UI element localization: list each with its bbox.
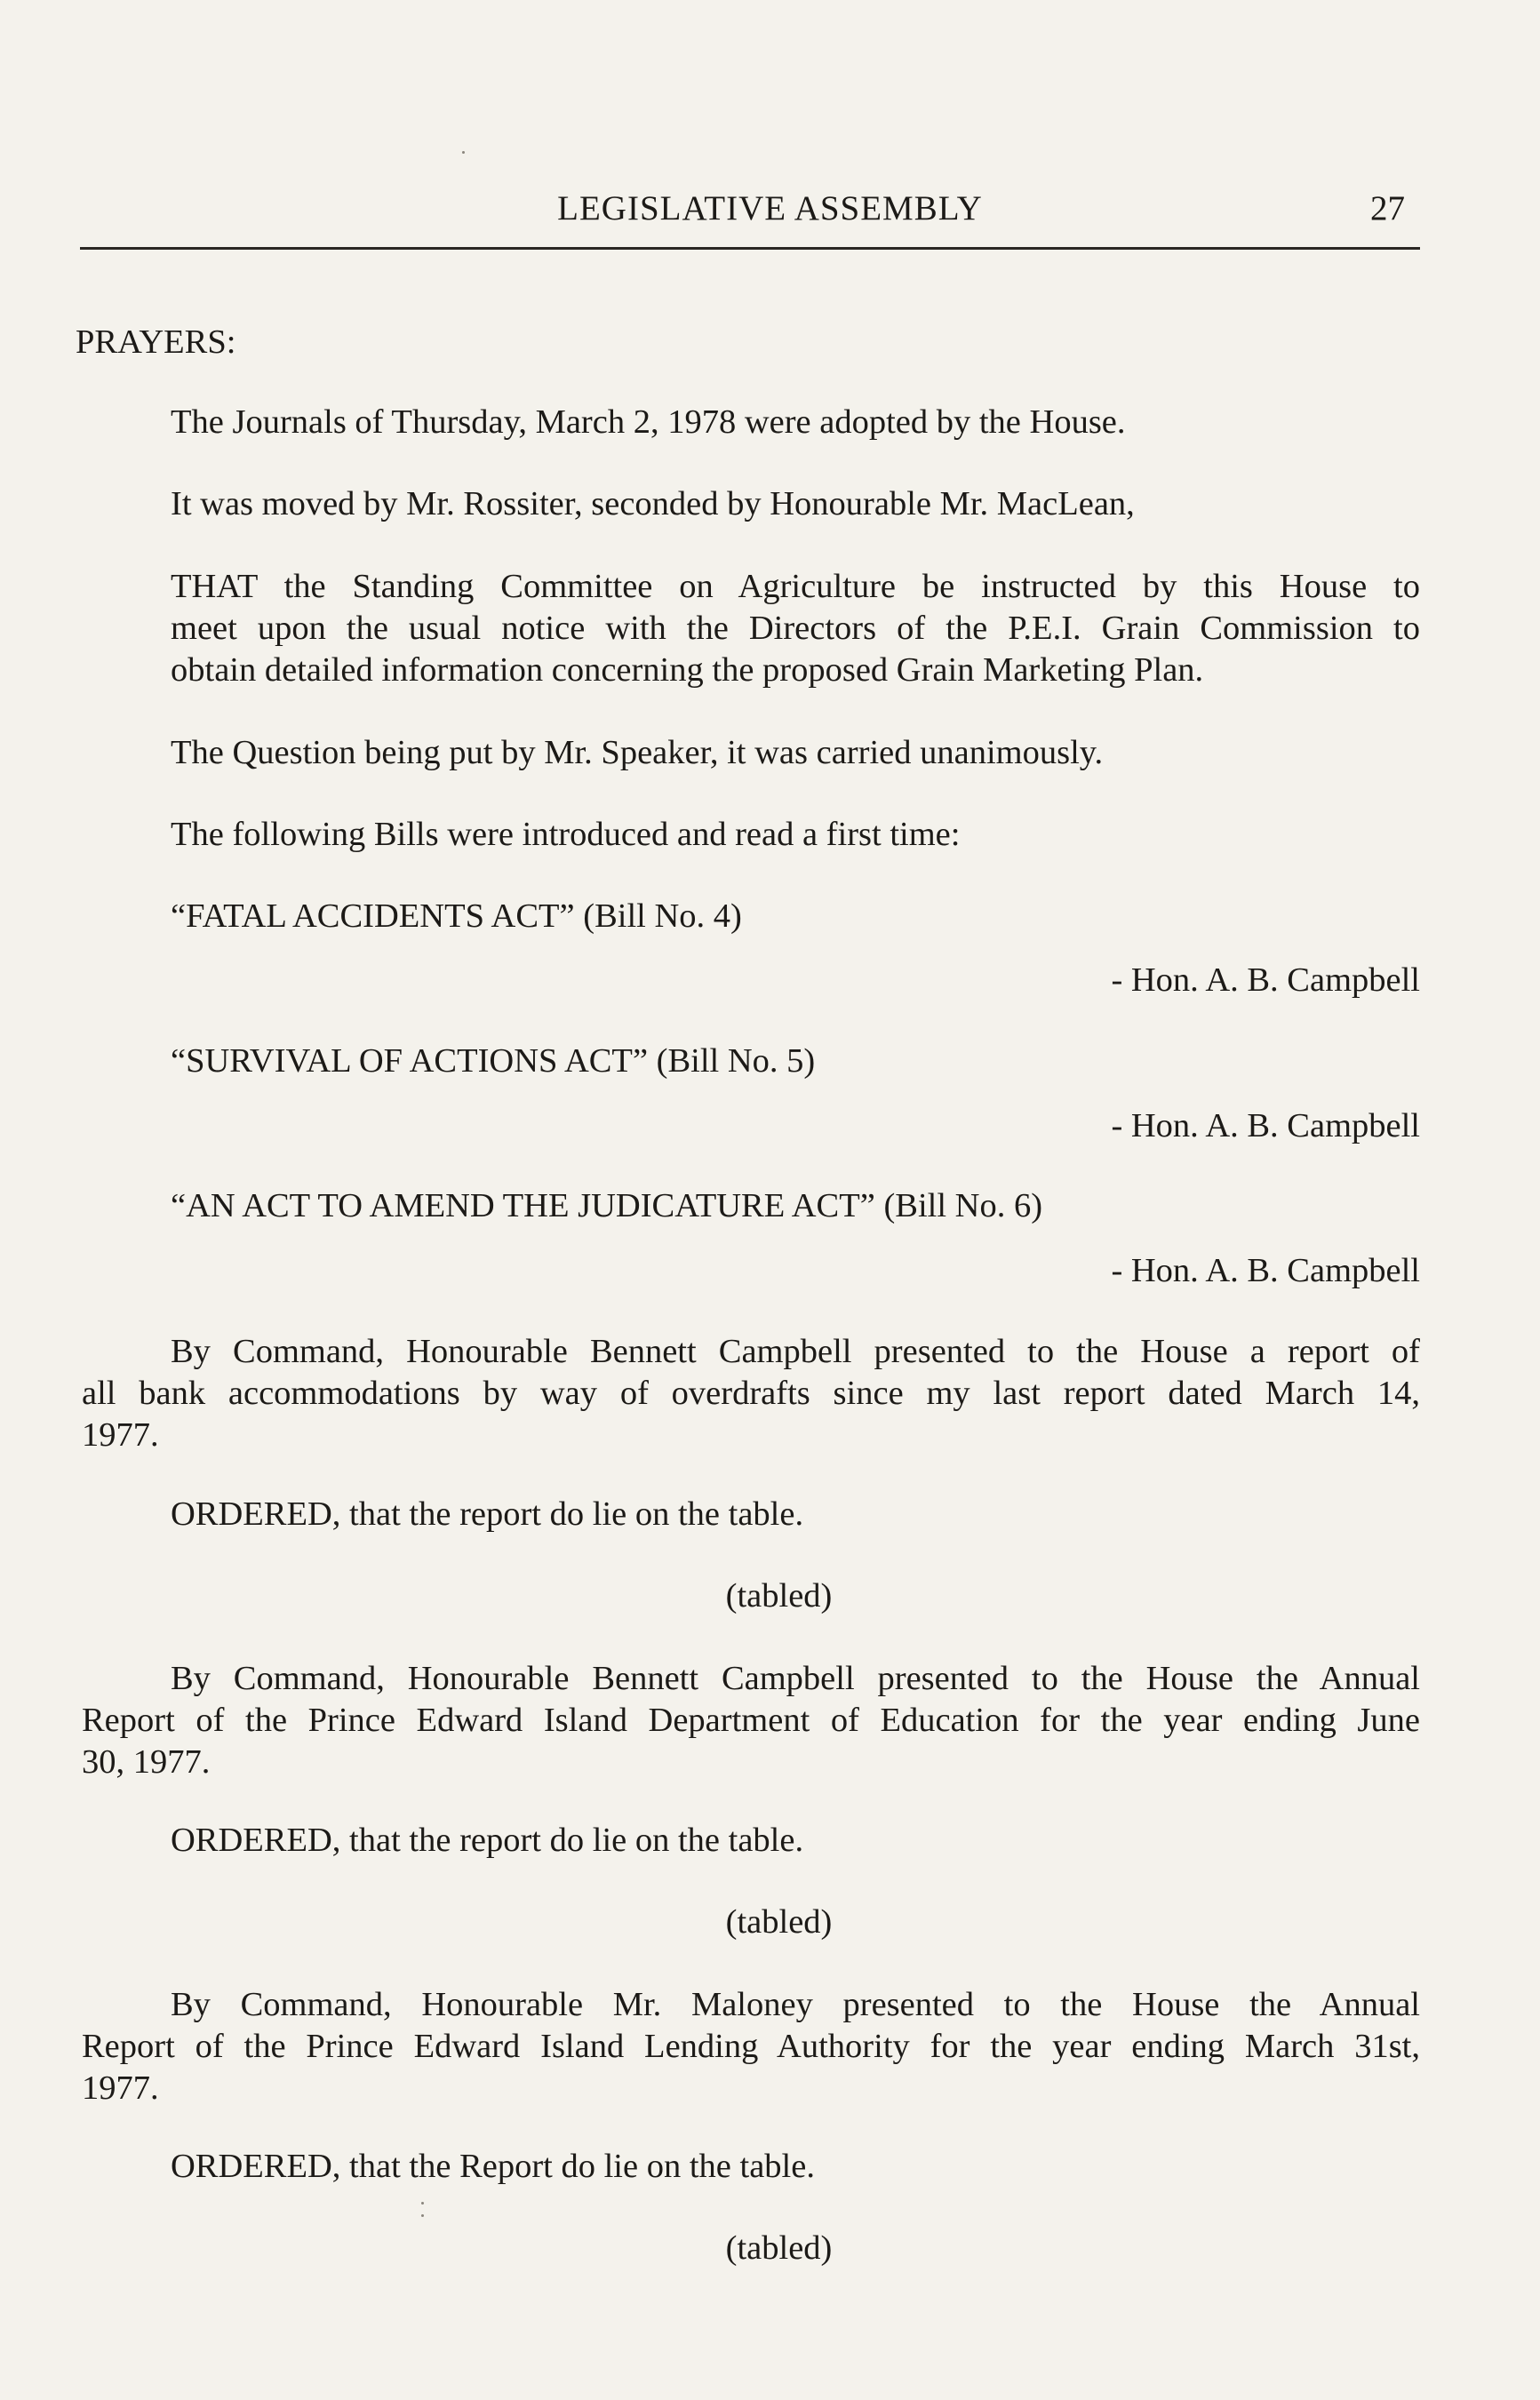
bill-title: “AN ACT TO AMEND THE JUDICATURE ACT” (Bill No. 6) bbox=[171, 1187, 1043, 1224]
report-line: By Command, Honourable Bennett Campbell presented to the House the Annual bbox=[171, 1660, 1420, 1697]
report-paragraph bbox=[82, 1984, 1420, 2109]
report-paragraph bbox=[82, 1331, 1420, 1456]
header-rule bbox=[80, 247, 1420, 250]
bills-intro: The following Bills were introduced and read a first time: bbox=[171, 816, 961, 853]
report-line: Report of the Prince Edward Island Lending Authority for the year ending March 31st, bbox=[82, 2028, 1420, 2065]
scan-speck bbox=[462, 151, 465, 154]
motion-line: obtain detailed information concerning the proposed Grain Marketing Plan. bbox=[171, 651, 1204, 689]
running-header-title: LEGISLATIVE ASSEMBLY bbox=[557, 189, 983, 227]
motion-moved: It was moved by Mr. Rossiter, seconded by Honourable Mr. MacLean, bbox=[171, 485, 1135, 522]
scan-speck bbox=[421, 2202, 424, 2205]
journals-adopted: The Journals of Thursday, March 2, 1978 were adopted by the House. bbox=[171, 403, 1126, 441]
report-line: 1977. bbox=[82, 2069, 159, 2107]
report-paragraph bbox=[82, 1658, 1420, 1783]
report-line: 30, 1977. bbox=[82, 1743, 211, 1781]
tabled-note: (tabled) bbox=[725, 1903, 833, 1941]
bill-sponsor: - Hon. A. B. Campbell bbox=[1111, 961, 1420, 999]
report-line: 1977. bbox=[82, 1416, 159, 1454]
prayers-heading: PRAYERS: bbox=[76, 323, 236, 361]
scan-speck bbox=[421, 2214, 424, 2217]
motion-line: meet upon the usual notice with the Directors of the P.E.I. Grain Commission to bbox=[171, 610, 1420, 647]
tabled-note: (tabled) bbox=[725, 2229, 833, 2267]
tabled-note: (tabled) bbox=[725, 1577, 833, 1615]
bill-title: “FATAL ACCIDENTS ACT” (Bill No. 4) bbox=[171, 897, 742, 935]
motion-text bbox=[171, 566, 1420, 691]
bill-title: “SURVIVAL OF ACTIONS ACT” (Bill No. 5) bbox=[171, 1042, 816, 1080]
bill-sponsor: - Hon. A. B. Campbell bbox=[1111, 1252, 1420, 1289]
ordered-text: ORDERED, that the report do lie on the table. bbox=[171, 1822, 804, 1859]
ordered-text: ORDERED, that the report do lie on the table. bbox=[171, 1495, 804, 1533]
page-number: 27 bbox=[1370, 189, 1405, 227]
report-line: By Command, Honourable Bennett Campbell presented to the House a report of bbox=[171, 1333, 1420, 1370]
ordered-text: ORDERED, that the Report do lie on the table. bbox=[171, 2148, 815, 2185]
report-line: Report of the Prince Edward Island Department of Education for the year ending June bbox=[82, 1702, 1420, 1739]
bill-sponsor: - Hon. A. B. Campbell bbox=[1111, 1107, 1420, 1144]
report-line: all bank accommodations by way of overdrafts since my last report dated March 14, bbox=[82, 1375, 1420, 1412]
report-line: By Command, Honourable Mr. Maloney presented to the House the Annual bbox=[171, 1986, 1420, 2023]
question-carried: The Question being put by Mr. Speaker, it was carried unanimously. bbox=[171, 734, 1104, 771]
motion-line: THAT the Standing Committee on Agriculture be instructed by this House to bbox=[171, 568, 1420, 605]
